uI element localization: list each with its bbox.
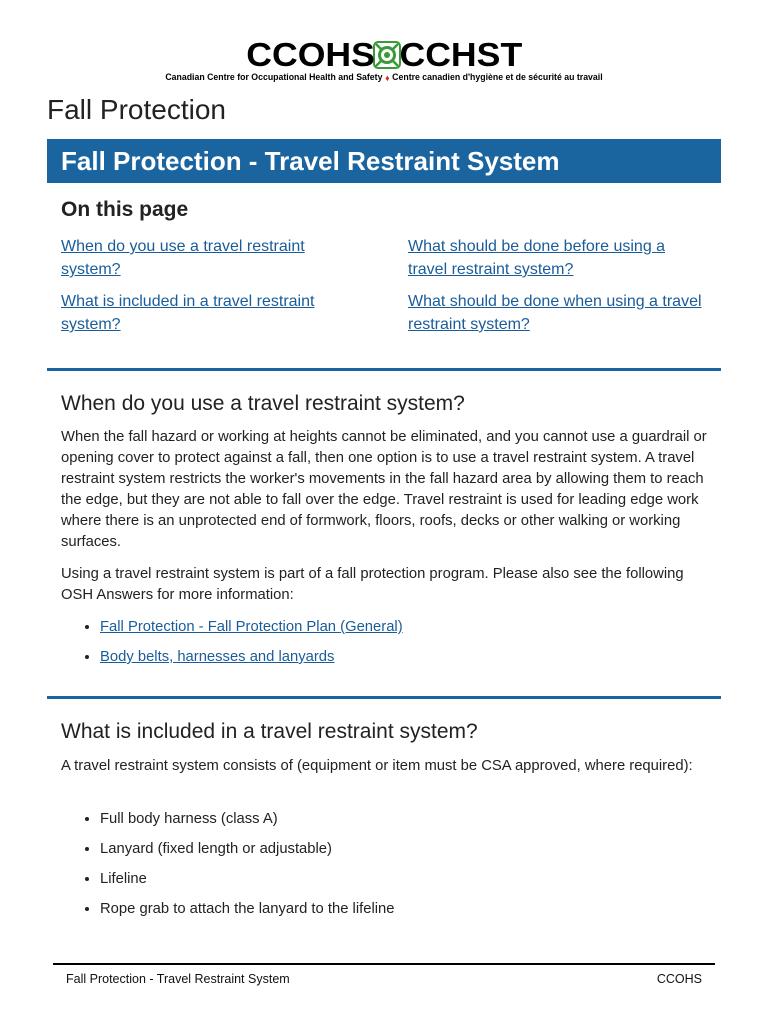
- maple-leaf-icon: ♦: [385, 73, 390, 83]
- logo-subtitle-fr: Centre canadien d'hygiène et de sécurité au travail: [392, 72, 603, 83]
- toc-heading: On this page: [61, 198, 189, 221]
- section-heading-when-use: When do you use a travel restraint system?: [61, 392, 465, 415]
- link-fall-protection-plan[interactable]: Fall Protection - Fall Protection Plan (General): [100, 619, 403, 635]
- section-divider-2: [47, 696, 721, 699]
- list-item: • Full body harness (class A): [100, 809, 395, 829]
- section-heading-what-included: What is included in a travel restraint system?: [61, 720, 478, 743]
- footer-document-title: Fall Protection - Travel Restraint System: [66, 972, 290, 986]
- section1-paragraph-2: Using a travel restraint system is part of a fall protection program. Please also see the following OSH Answers for more information:: [61, 566, 684, 603]
- list-item: • Lanyard (fixed length or adjustable): [100, 839, 395, 859]
- ccohs-emblem-icon: [373, 41, 401, 69]
- logo-wordmark: [0, 36, 768, 73]
- document-title-banner: Fall Protection - Travel Restraint System: [47, 139, 721, 183]
- section-divider-1: [47, 368, 721, 371]
- footer-org-name: CCOHS: [656, 972, 702, 986]
- footer-divider: [53, 963, 715, 965]
- toc-link-before-using[interactable]: What should be done before using a travel restraint system?: [408, 238, 666, 278]
- logo-subtitle-en: Canadian Centre for Occupational Health and Safety: [165, 72, 383, 83]
- list-item: • Rope grab to attach the lanyard to the lifeline: [100, 899, 395, 919]
- logo-right-word: CCHST: [399, 36, 522, 73]
- section2-equipment-list: [61, 809, 395, 929]
- ccohs-logo: [0, 36, 768, 84]
- toc-link-when-using[interactable]: What should be done when using a travel restraint system?: [408, 293, 702, 333]
- section1-link-list: [61, 617, 403, 677]
- logo-left-word: CCOHS: [245, 36, 375, 73]
- topic-title: Fall Protection: [47, 94, 226, 125]
- toc-link-when-use[interactable]: When do you use a travel restraint system?: [61, 238, 305, 278]
- logo-subtitle: [31, 72, 738, 84]
- link-body-belts-harnesses[interactable]: Body belts, harnesses and lanyards: [100, 649, 335, 665]
- list-item: [100, 617, 403, 637]
- toc-link-what-included[interactable]: What is included in a travel restraint system?: [61, 293, 315, 333]
- section2-intro: A travel restraint system consists of (equipment or item must be CSA approved, where required):: [61, 758, 693, 774]
- section1-paragraph-1: When the fall hazard or working at heights cannot be eliminated, and you cannot use a guardrail or opening cover to protect against a fall, then one option is to use a travel restraint system. A travel restraint system restricts the worker's movements in the fall hazard area by allowing them to reach the edge, but they are not able to fall over the edge. Travel restraint is used for leading edge work where there is an unprotected end of formwork, floors, roofs, decks or other walking or working surfaces.: [61, 429, 707, 550]
- list-item: [100, 647, 403, 667]
- list-item: • Lifeline: [100, 869, 395, 889]
